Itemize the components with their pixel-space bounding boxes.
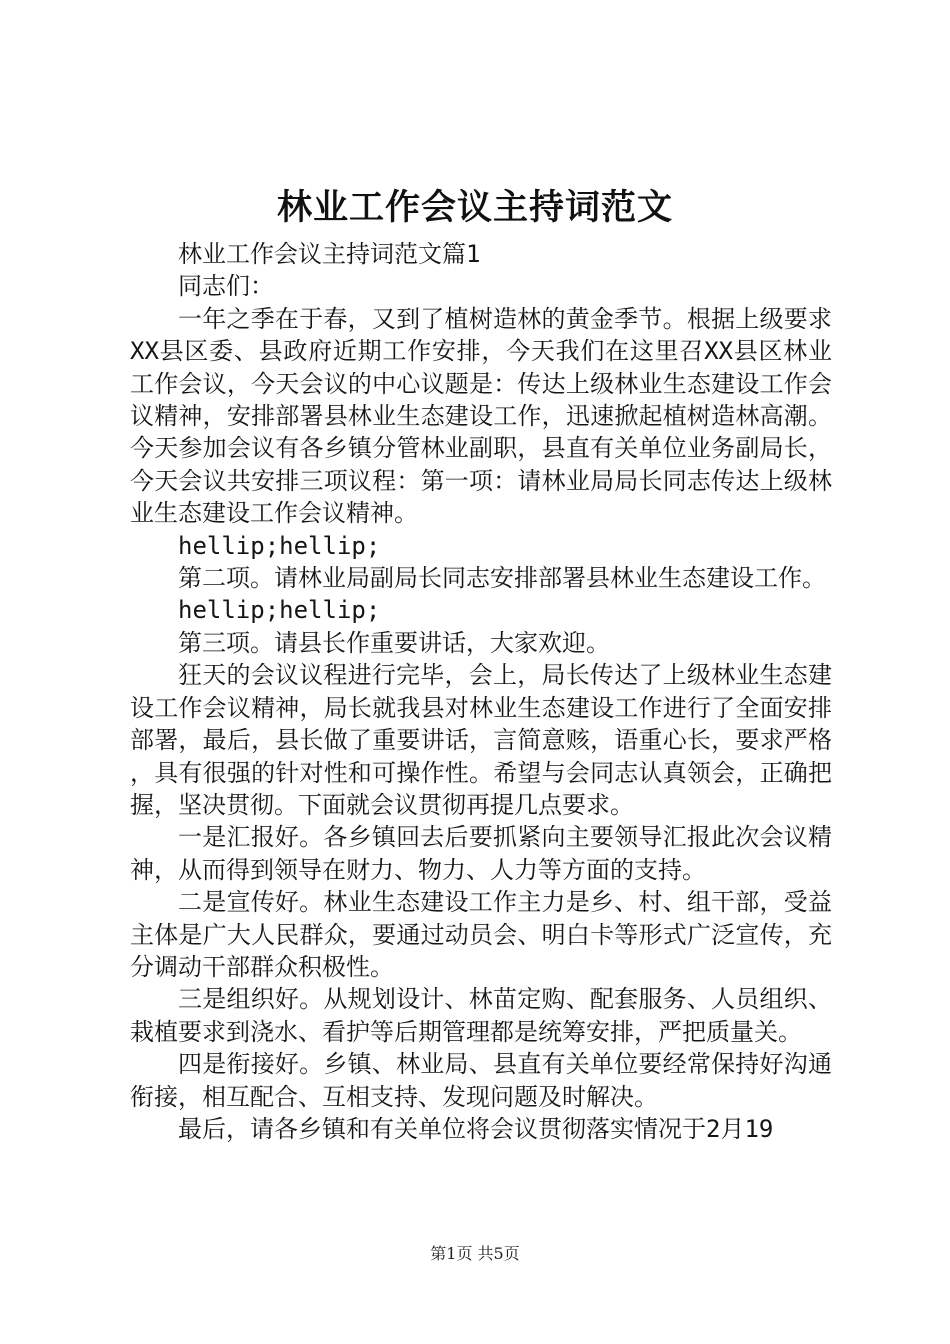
page-footer: 第1页 共5页 — [430, 1244, 520, 1263]
paragraph-point-1: 一是汇报好。各乡镇回去后要抓紧向主要领导汇报此次会议精神，从而得到领导在财力、物力、人力等方面的支持。 — [130, 823, 832, 884]
paragraph-point-2: 二是宣传好。林业生态建设工作主力是乡、村、组干部，受益主体是广大人民群众，要通过动员会、明白卡等形式广泛宣传，充分调动干部群众积极性。 — [130, 888, 832, 981]
paragraph-agenda-2: 第二项。请林业局副局长同志安排部署县林业生态建设工作。 — [178, 564, 826, 593]
paragraph-summary: 狂天的会议议程进行完毕，会上，局长传达了上级林业生态建设工作会议精神，局长就我县对林业生态建设工作进行了全面安排部署，最后，县长做了重要讲话，言简意赅，语重心长，要求严格，具有很强的针对性和可操作性。希望与会同志认真领会，正确把握，坚决贯彻。下面就会议贯彻再提几点要求。 — [130, 661, 832, 819]
paragraph-closing: 最后，请各乡镇和有关单位将会议贯彻落实情况于2月19 — [178, 1114, 774, 1143]
paragraph-ellipsis-1: hellip;hellip; — [178, 531, 381, 560]
paragraph-point-3: 三是组织好。从规划设计、林苗定购、配套服务、人员组织、栽植要求到浇水、看护等后期管理都是统筹安排，严把质量关。 — [130, 985, 832, 1046]
paragraph-opening: 一年之季在于春，又到了植树造林的黄金季节。根据上级要求XX县区委、县政府近期工作安排，今天我们在这里召XX县区林业工作会议，今天会议的中心议题是：传达上级林业生态建设工作会议精神，安排部署县林业生态建设工作，迅速掀起植树造林高潮。今天参加会议有各乡镇分管林业副职，县直有关单位业务副局长，今天会议共安排三项议程：第一项：请林业局局长同志传达上级林业生态建设工作会议精神。 — [130, 304, 832, 528]
document-body — [130, 238, 832, 1145]
paragraph-subtitle: 林业工作会议主持词范文篇1 — [178, 240, 481, 268]
document-title: 林业工作会议主持词范文 — [276, 187, 673, 228]
paragraph-agenda-3: 第三项。请县长作重要讲话，大家欢迎。 — [178, 628, 610, 657]
paragraph-salutation: 同志们： — [178, 272, 274, 301]
paragraph-point-4: 四是衔接好。乡镇、林业局、县直有关单位要经常保持好沟通衔接，相互配合、互相支持、发现问题及时解决。 — [130, 1050, 832, 1111]
paragraph-ellipsis-2: hellip;hellip; — [178, 596, 381, 625]
